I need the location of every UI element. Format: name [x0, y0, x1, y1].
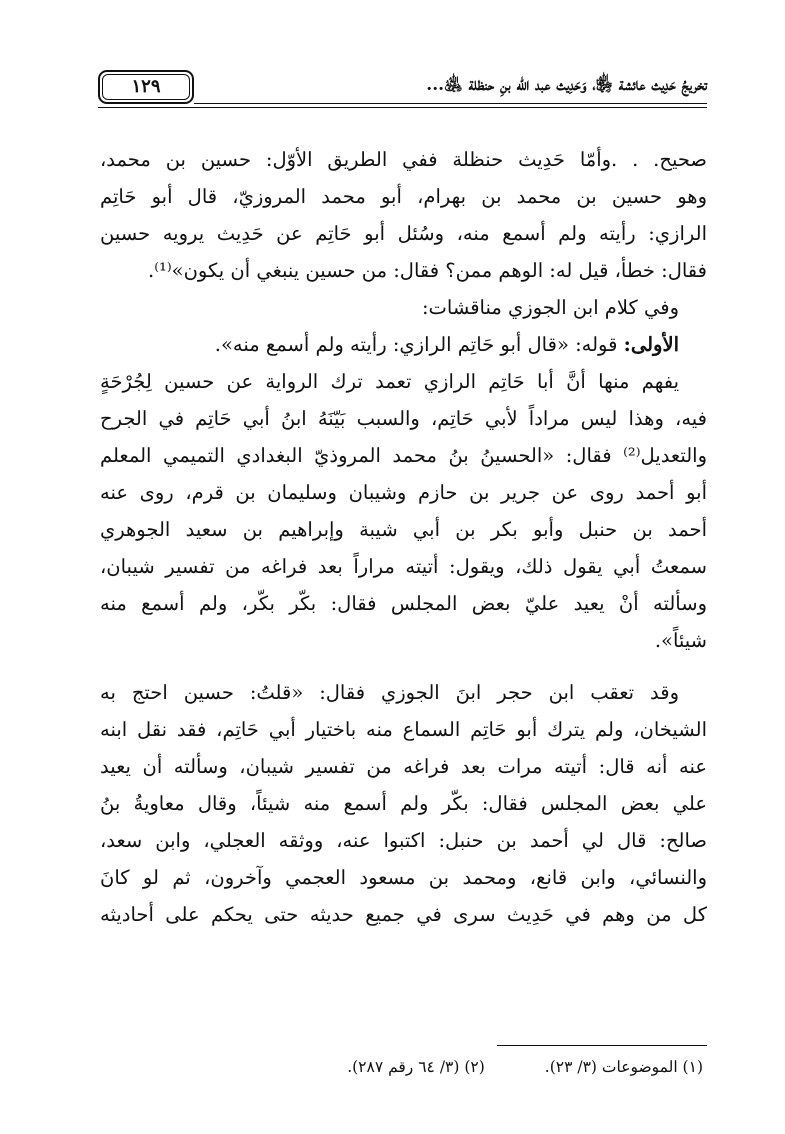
text-line [100, 896, 707, 933]
line-text: علي بعض المجلس فقال: بكّر ولم أسمع منه شيئاً، وقال معاويةُ بنُ [100, 792, 707, 815]
header-rule-secondary [194, 107, 707, 108]
text-line [100, 252, 707, 289]
page-number: ١٢٩ [131, 76, 161, 97]
text-line [100, 711, 707, 748]
line-text: والتعديل⁽²⁾ فقال: «الحسينُ بنُ محمد المروذيّ البغدادي التميمي المعلم [100, 444, 707, 467]
header-rule [194, 103, 707, 104]
text-line [100, 178, 707, 215]
page-number-badge [98, 70, 194, 104]
line-text: فقال: خطأ، قيل له: الوهم ممن؟ فقال: من حسين ينبغي أن يكون»⁽¹⁾. [148, 259, 707, 282]
body-text [100, 141, 707, 933]
text-line [100, 748, 707, 785]
text-line [100, 141, 707, 178]
line-text: وسألته أنْ يعيد عليّ بعض المجلس فقال: بكّر بكّر، ولم أسمع منه [100, 592, 707, 615]
footnote: (٢) (٣/ ٦٤ رقم ٢٨٧). [347, 1058, 485, 1076]
text-line [100, 511, 707, 548]
text-line [100, 437, 707, 474]
text-line [100, 822, 707, 859]
text-line [100, 785, 707, 822]
line-text: قوله: «قال أبو حَاتِم الرازي: رأيته ولم أسمع منه». [214, 333, 624, 356]
line-text: وهو حسين بن محمد بن بهرام، أبو محمد المروزيّ، قال أبو حَاتِم [100, 185, 707, 208]
text-line [100, 474, 707, 511]
footnote: (١) الموضوعات (٣/ ٢٣). [544, 1058, 703, 1076]
footnotes [163, 1058, 703, 1076]
line-text: الشيخان، ولم يترك أبو حَاتِم السماع منه باختيار أبي حَاتِم، فقد نقل ابنه [100, 718, 707, 741]
footnote-separator [497, 1045, 707, 1046]
line-text: الرازي: رأيته ولم أسمع منه، وسُئل أبو حَاتِم عن حَدِيث يرويه حسين [100, 222, 707, 245]
paragraph-gap [100, 659, 707, 674]
line-text: فيه، وهذا ليس مراداً لأبي حَاتِم، والسبب بَيّنَهُ ابنُ أبي حَاتِم في الجرح [100, 407, 707, 430]
text-line [100, 363, 707, 400]
text-line [100, 400, 707, 437]
running-title: تخريجُ حَدِيث عائشة ﵂، وَحَدِيث عبد الله بنِ حنظلة ﵁... [426, 75, 707, 95]
line-text: وفي كلام ابن الجوزي مناقشات: [421, 296, 679, 319]
text-line [100, 674, 707, 711]
bold-lead: الأولى: [623, 333, 679, 356]
line-text: يفهم منها أنَّ أبا حَاتِم الرازي تعمد ترك الرواية عن حسين لِجُرْحَةٍ [100, 370, 679, 393]
line-text: أبو أحمد روى عن جرير بن حازم وشيبان وسليمان بن قرم، روى عنه [100, 481, 707, 504]
badge-underline [98, 107, 194, 108]
text-line [100, 326, 707, 363]
line-text: شيئاً». [654, 629, 707, 652]
text-line [100, 622, 707, 659]
line-text: أحمد بن حنبل وأبو بكر بن أبي شيبة وإبراهيم بن سعيد الجوهري [100, 518, 707, 541]
text-line [100, 215, 707, 252]
text-line [100, 585, 707, 622]
line-text: عنه أنه قال: أتيته مرات بعد فراغه من تفسير شيبان، وسألته أن يعيد [100, 755, 707, 778]
text-line [100, 859, 707, 896]
line-text: وقد تعقب ابن حجر ابنَ الجوزي فقال: «قلتُ: حسين احتج به [100, 681, 679, 704]
line-text: سمعتُ أبي يقول ذلك، ويقول: أتيته مراراً بعد فراغه من تفسير شيبان، [100, 555, 707, 578]
line-text: كل من وهم في حَدِيث سرى في جميع حديثه حتى يحكم على أحاديثه [100, 903, 707, 926]
text-line [100, 548, 707, 585]
running-header [103, 70, 707, 110]
line-text: صحيح. . .وأمّا حَدِيث حنظلة ففي الطريق الأوّل: حسين بن محمد، [100, 148, 707, 171]
line-text: والنسائي، وابن قانع، ومحمد بن مسعود العجمي وآخرون، ثم لو كانَ [100, 866, 707, 889]
text-line [100, 289, 707, 326]
line-text: صالح: قال لي أحمد بن حنبل: اكتبوا عنه، ووثقه العجلي، وابن سعد، [100, 829, 707, 852]
